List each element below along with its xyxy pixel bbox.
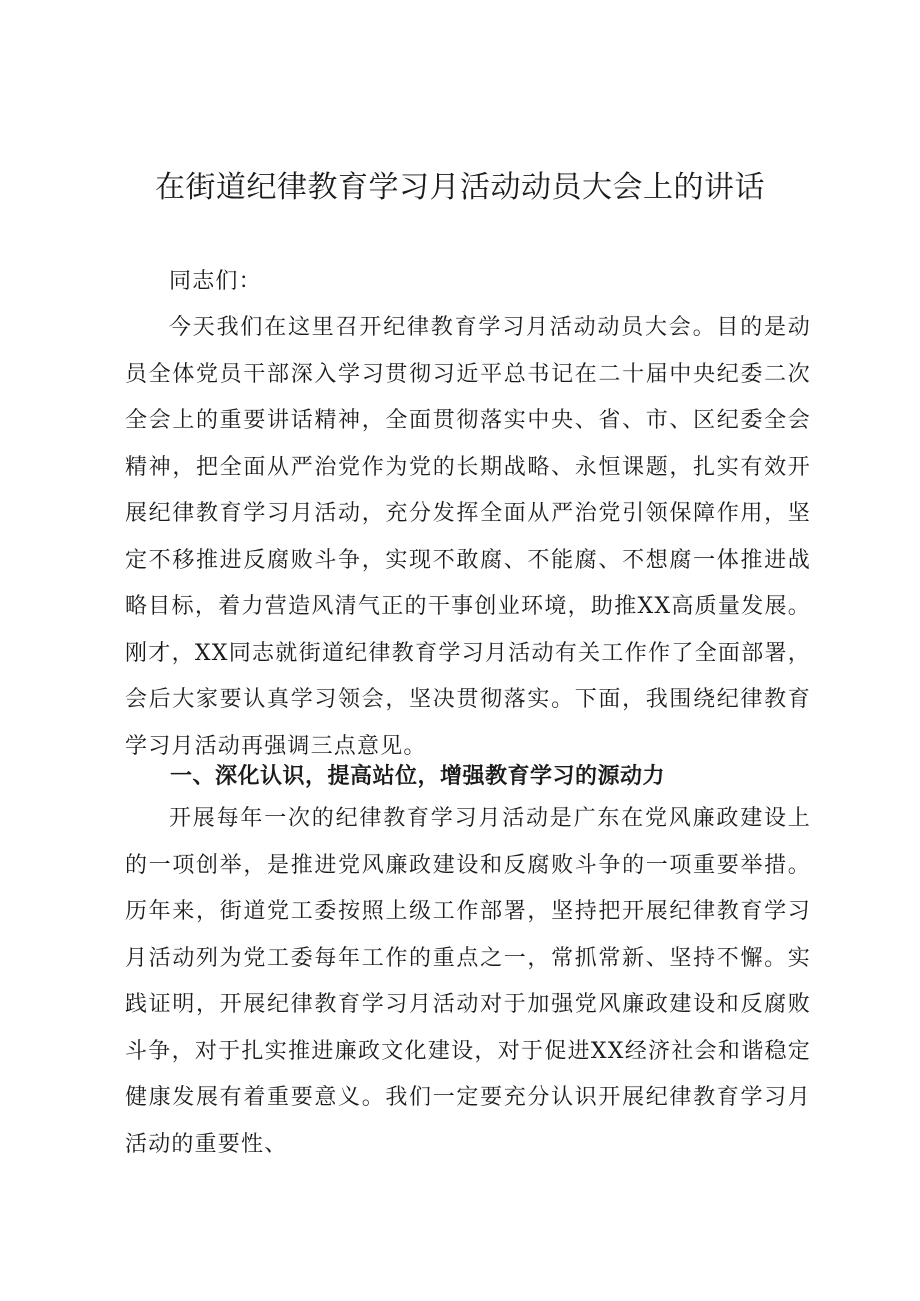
paragraph-section-1: 开展每年一次的纪律教育学习月活动是广东在党风廉政建设上的一项创举，是推进党风廉政建设和反腐败斗争的一项重要举措。历年来，街道党工委按照上级工作部署，坚持把开展纪律教育学习月活动列为党工委每年工作的重点之一，常抓常新、坚持不懈。实践证明，开展纪律教育学习月活动对于加强党风廉政建设和反腐败斗争，对于扎实推进廉政文化建设，对于促进XX经济社会和谐稳定健康发展有着重要意义。我们一定要充分认识开展纪律教育学习月活动的重要性、 <box>125 806 811 1157</box>
document-title: 在街道纪律教育学习月活动动员大会上的讲话 <box>155 170 765 205</box>
section-heading-1: 一、深化认识，提高站位，增强教育学习的源动力 <box>170 764 666 789</box>
salutation: 同志们： <box>169 269 262 294</box>
paragraph-opening: 今天我们在这里召开纪律教育学习月活动动员大会。目的是动员全体党员干部深入学习贯彻习近平总书记在二十届中央纪委二次全会上的重要讲话精神，全面贯彻落实中央、省、市、区纪委全会精神，把全面从严治党作为党的长期战略、永恒课题，扎实有效开展纪律教育学习月活动，充分发挥全面从严治党引领保障作用，坚定不移推进反腐败斗争，实现不敢腐、不能腐、不想腐一体推进战略目标，着力营造风清气正的干事创业环境，助推XX高质量发展。刚才，XX同志就街道纪律教育学习月活动有关工作作了全面部署，会后大家要认真学习领会，坚决贯彻落实。下面，我围绕纪律教育学习月活动再强调三点意见。 <box>125 315 811 759</box>
